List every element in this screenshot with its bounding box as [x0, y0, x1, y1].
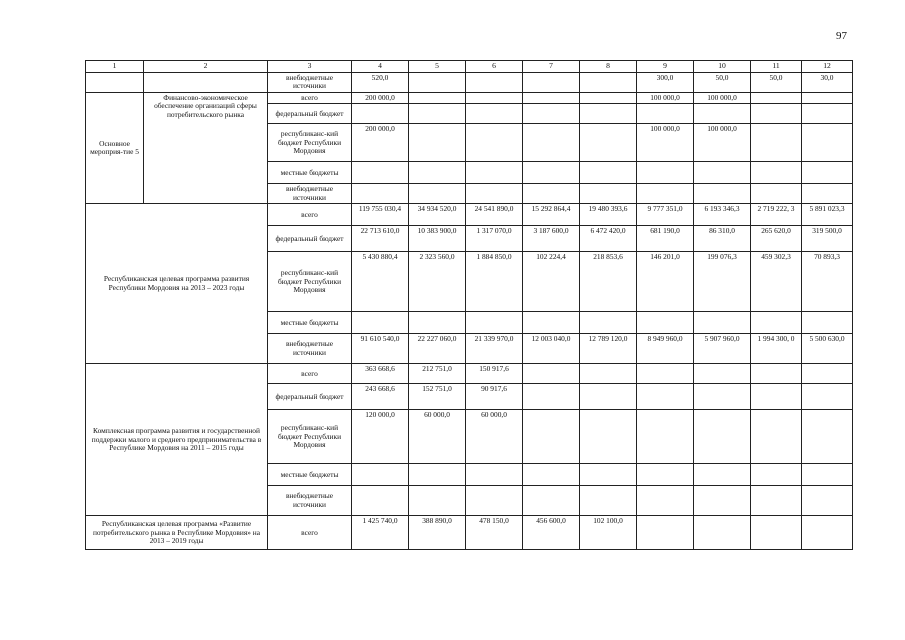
- amount-cell: [694, 364, 751, 384]
- amount-cell: 102 224,4: [523, 252, 580, 312]
- amount-cell: 681 190,0: [637, 226, 694, 252]
- amount-cell: [751, 384, 802, 410]
- table-row: [86, 516, 853, 550]
- table-row: [86, 92, 853, 104]
- amount-cell: [523, 124, 580, 162]
- amount-cell: [466, 124, 523, 162]
- amount-cell: [802, 162, 853, 184]
- amount-cell: [637, 486, 694, 516]
- amount-cell: [751, 364, 802, 384]
- amount-cell: [409, 124, 466, 162]
- header-cell: 6: [466, 61, 523, 73]
- header-cell: 8: [580, 61, 637, 73]
- amount-cell: 265 620,0: [751, 226, 802, 252]
- amount-cell: [694, 384, 751, 410]
- funding-source-cell: местные бюджеты: [268, 464, 352, 486]
- amount-cell: 1 317 070,0: [466, 226, 523, 252]
- funding-source-cell: местные бюджеты: [268, 162, 352, 184]
- amount-cell: 300,0: [637, 72, 694, 92]
- header-cell: 11: [751, 61, 802, 73]
- header-cell: 1: [86, 61, 144, 73]
- amount-cell: [580, 464, 637, 486]
- empty-cell: [144, 72, 268, 92]
- funding-source-cell: федеральный бюджет: [268, 104, 352, 124]
- program-name-cell: Республиканская целевая программа «Развитие потребительского рынка в Республике Мордовия» на 2013 – 2019 годы: [86, 516, 268, 550]
- amount-cell: 1 994 300, 0: [751, 334, 802, 364]
- amount-cell: [352, 312, 409, 334]
- amount-cell: [802, 364, 853, 384]
- amount-cell: [523, 486, 580, 516]
- amount-cell: 120 000,0: [352, 410, 409, 464]
- amount-cell: 218 853,6: [580, 252, 637, 312]
- amount-cell: [352, 464, 409, 486]
- amount-cell: 8 949 960,0: [637, 334, 694, 364]
- funding-source-cell: всего: [268, 364, 352, 384]
- header-cell: 2: [144, 61, 268, 73]
- amount-cell: [409, 184, 466, 204]
- amount-cell: [409, 72, 466, 92]
- amount-cell: [694, 312, 751, 334]
- program-name-cell: Республиканская целевая программа развития Республики Мордовия на 2013 – 2023 годы: [86, 204, 268, 364]
- amount-cell: [580, 124, 637, 162]
- amount-cell: 5 500 630,0: [802, 334, 853, 364]
- amount-cell: [802, 124, 853, 162]
- amount-cell: [352, 104, 409, 124]
- empty-cell: [86, 72, 144, 92]
- amount-cell: [409, 486, 466, 516]
- amount-cell: [466, 486, 523, 516]
- amount-cell: 9 777 351,0: [637, 204, 694, 226]
- amount-cell: [466, 184, 523, 204]
- amount-cell: 30,0: [802, 72, 853, 92]
- amount-cell: [352, 184, 409, 204]
- amount-cell: [409, 104, 466, 124]
- amount-cell: [580, 364, 637, 384]
- amount-cell: 22 227 060,0: [409, 334, 466, 364]
- amount-cell: [637, 312, 694, 334]
- header-cell: 4: [352, 61, 409, 73]
- amount-cell: 212 751,0: [409, 364, 466, 384]
- funding-source-cell: республиканс-кий бюджет Республики Мордовия: [268, 410, 352, 464]
- budget-table: [85, 60, 853, 550]
- amount-cell: 60 000,0: [466, 410, 523, 464]
- amount-cell: [523, 464, 580, 486]
- amount-cell: 100 000,0: [694, 92, 751, 104]
- amount-cell: 5 430 880,4: [352, 252, 409, 312]
- amount-cell: [466, 92, 523, 104]
- amount-cell: 91 610 540,0: [352, 334, 409, 364]
- amount-cell: [802, 92, 853, 104]
- amount-cell: 5 891 023,3: [802, 204, 853, 226]
- amount-cell: [694, 162, 751, 184]
- amount-cell: 50,0: [751, 72, 802, 92]
- amount-cell: [694, 184, 751, 204]
- amount-cell: 102 100,0: [580, 516, 637, 550]
- funding-source-cell: федеральный бюджет: [268, 226, 352, 252]
- amount-cell: [637, 364, 694, 384]
- amount-cell: 10 383 900,0: [409, 226, 466, 252]
- amount-cell: [409, 92, 466, 104]
- amount-cell: 6 472 420,0: [580, 226, 637, 252]
- amount-cell: [466, 104, 523, 124]
- amount-cell: [580, 72, 637, 92]
- amount-cell: 70 893,3: [802, 252, 853, 312]
- amount-cell: 520,0: [352, 72, 409, 92]
- amount-cell: [751, 124, 802, 162]
- amount-cell: [751, 312, 802, 334]
- amount-cell: [751, 410, 802, 464]
- header-cell: 3: [268, 61, 352, 73]
- amount-cell: 24 541 890,0: [466, 204, 523, 226]
- amount-cell: [466, 312, 523, 334]
- amount-cell: [637, 464, 694, 486]
- amount-cell: 456 600,0: [523, 516, 580, 550]
- program-name-cell: Комплексная программа развития и государственной поддержки малого и среднего предпринимательства в Республике Мордовия на 2011 – 2015 годы: [86, 364, 268, 516]
- amount-cell: [580, 384, 637, 410]
- amount-cell: [466, 72, 523, 92]
- amount-cell: [523, 364, 580, 384]
- amount-cell: [637, 384, 694, 410]
- amount-cell: [580, 162, 637, 184]
- amount-cell: 86 310,0: [694, 226, 751, 252]
- amount-cell: [751, 184, 802, 204]
- amount-cell: 19 480 393,6: [580, 204, 637, 226]
- amount-cell: [409, 162, 466, 184]
- amount-cell: [751, 104, 802, 124]
- amount-cell: [802, 104, 853, 124]
- amount-cell: 90 917,6: [466, 384, 523, 410]
- amount-cell: 15 292 864,4: [523, 204, 580, 226]
- amount-cell: 100 000,0: [637, 92, 694, 104]
- amount-cell: 22 713 610,0: [352, 226, 409, 252]
- amount-cell: 199 076,3: [694, 252, 751, 312]
- header-cell: 10: [694, 61, 751, 73]
- amount-cell: [802, 516, 853, 550]
- amount-cell: 100 000,0: [637, 124, 694, 162]
- funding-source-cell: внебюджетные источники: [268, 184, 352, 204]
- amount-cell: [802, 464, 853, 486]
- amount-cell: 12 003 040,0: [523, 334, 580, 364]
- amount-cell: 150 917,6: [466, 364, 523, 384]
- funding-source-cell: местные бюджеты: [268, 312, 352, 334]
- amount-cell: [802, 184, 853, 204]
- amount-cell: 319 500,0: [802, 226, 853, 252]
- amount-cell: 3 187 600,0: [523, 226, 580, 252]
- amount-cell: [751, 162, 802, 184]
- amount-cell: [637, 184, 694, 204]
- amount-cell: [751, 486, 802, 516]
- amount-cell: [352, 486, 409, 516]
- amount-cell: 50,0: [694, 72, 751, 92]
- amount-cell: [523, 410, 580, 464]
- page-number: 97: [836, 30, 847, 42]
- amount-cell: [580, 184, 637, 204]
- amount-cell: 478 150,0: [466, 516, 523, 550]
- amount-cell: 200 000,0: [352, 92, 409, 104]
- header-cell: 7: [523, 61, 580, 73]
- table-header-row: [86, 61, 853, 73]
- amount-cell: [523, 162, 580, 184]
- funding-source-cell: республиканс-кий бюджет Республики Мордовия: [268, 252, 352, 312]
- table-row: [86, 204, 853, 226]
- amount-cell: [751, 464, 802, 486]
- amount-cell: [523, 92, 580, 104]
- amount-cell: 12 789 120,0: [580, 334, 637, 364]
- header-cell: 12: [802, 61, 853, 73]
- funding-source-cell: внебюджетные источники: [268, 334, 352, 364]
- amount-cell: 2 719 222, 3: [751, 204, 802, 226]
- amount-cell: [580, 104, 637, 124]
- table-row: [86, 72, 853, 92]
- amount-cell: [751, 92, 802, 104]
- activity-description-cell: Финансово-экономическое обеспечение организаций сферы потребительского рынка: [144, 92, 268, 204]
- amount-cell: [694, 410, 751, 464]
- amount-cell: 60 000,0: [409, 410, 466, 464]
- amount-cell: [580, 312, 637, 334]
- amount-cell: [802, 384, 853, 410]
- amount-cell: [580, 486, 637, 516]
- header-cell: 5: [409, 61, 466, 73]
- funding-source-cell: федеральный бюджет: [268, 384, 352, 410]
- amount-cell: 363 668,6: [352, 364, 409, 384]
- amount-cell: [694, 104, 751, 124]
- amount-cell: [694, 516, 751, 550]
- amount-cell: [523, 312, 580, 334]
- table-row: [86, 364, 853, 384]
- header-cell: 9: [637, 61, 694, 73]
- amount-cell: 459 302,3: [751, 252, 802, 312]
- amount-cell: [802, 410, 853, 464]
- amount-cell: [523, 384, 580, 410]
- amount-cell: [523, 104, 580, 124]
- amount-cell: 5 907 960,0: [694, 334, 751, 364]
- amount-cell: 1 425 740,0: [352, 516, 409, 550]
- amount-cell: 243 668,6: [352, 384, 409, 410]
- amount-cell: 1 884 850,0: [466, 252, 523, 312]
- amount-cell: [802, 486, 853, 516]
- amount-cell: [580, 92, 637, 104]
- amount-cell: [466, 162, 523, 184]
- amount-cell: [352, 162, 409, 184]
- amount-cell: [466, 464, 523, 486]
- amount-cell: [694, 486, 751, 516]
- amount-cell: [523, 184, 580, 204]
- amount-cell: [637, 516, 694, 550]
- amount-cell: 146 201,0: [637, 252, 694, 312]
- amount-cell: [637, 162, 694, 184]
- amount-cell: 100 000,0: [694, 124, 751, 162]
- amount-cell: [637, 104, 694, 124]
- amount-cell: [409, 312, 466, 334]
- amount-cell: 34 934 520,0: [409, 204, 466, 226]
- amount-cell: [751, 516, 802, 550]
- funding-source-cell: республиканс-кий бюджет Республики Мордовия: [268, 124, 352, 162]
- activity-name-cell: Основное мероприя-тие 5: [86, 92, 144, 204]
- amount-cell: [637, 410, 694, 464]
- amount-cell: 21 339 970,0: [466, 334, 523, 364]
- funding-source-cell: всего: [268, 92, 352, 104]
- amount-cell: [580, 410, 637, 464]
- amount-cell: 388 890,0: [409, 516, 466, 550]
- funding-source-cell: внебюджетные источники: [268, 486, 352, 516]
- amount-cell: 6 193 346,3: [694, 204, 751, 226]
- amount-cell: [802, 312, 853, 334]
- amount-cell: [523, 72, 580, 92]
- funding-source-cell: внебюджетные источники: [268, 72, 352, 92]
- funding-source-cell: всего: [268, 516, 352, 550]
- amount-cell: 152 751,0: [409, 384, 466, 410]
- amount-cell: [409, 464, 466, 486]
- amount-cell: 119 755 030,4: [352, 204, 409, 226]
- amount-cell: 200 000,0: [352, 124, 409, 162]
- amount-cell: [694, 464, 751, 486]
- amount-cell: 2 323 560,0: [409, 252, 466, 312]
- funding-source-cell: всего: [268, 204, 352, 226]
